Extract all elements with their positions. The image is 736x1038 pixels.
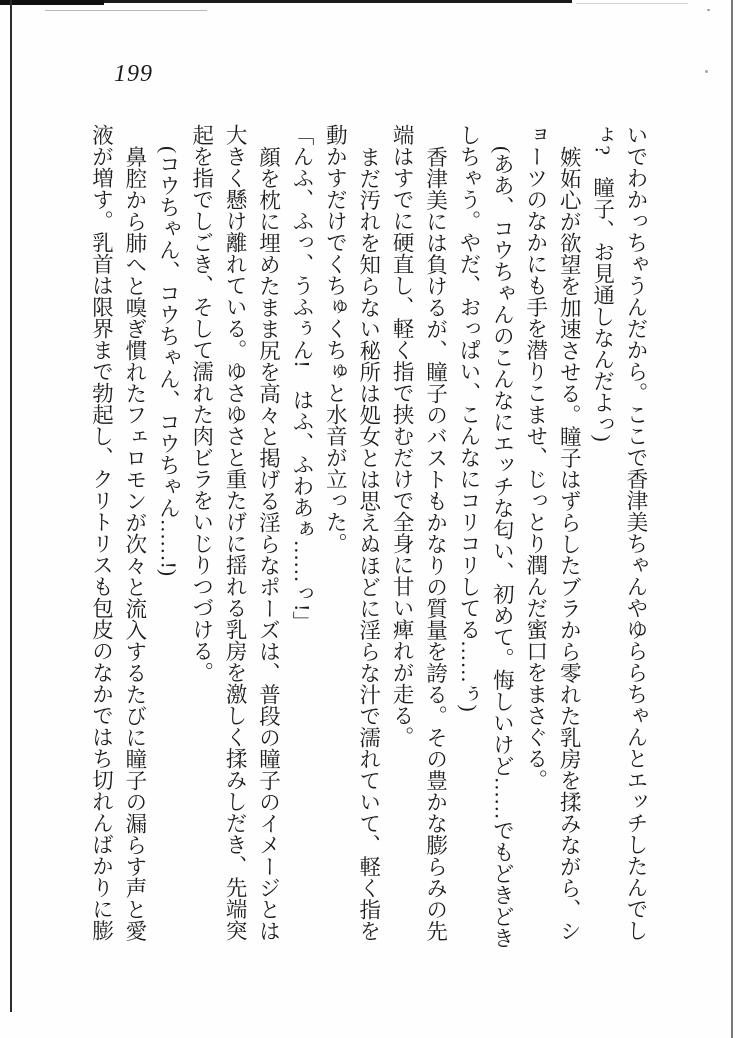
scan-artifact-left-edge-line [10, 0, 12, 1012]
scan-artifact-speck [707, 9, 710, 11]
page-number: 199 [114, 61, 153, 87]
text-column: まだ汚れを知らない秘所は処女とは思えぬほどに淫らな汁で濡れていて、軽く指を [356, 145, 381, 941]
scan-artifact-faint-line [45, 10, 207, 11]
text-column: 動かすだけでくちゅくちゅと水音が立った。 [323, 124, 348, 554]
text-column: (コウちゃん、コウちゃん、コウちゃん……!) [156, 145, 181, 576]
scan-artifact-speck [705, 70, 708, 73]
text-column: 顔を枕に埋めたまま尻を高々と掲げる淫らなポーズは、普段の瞳子のイメージとは [256, 145, 281, 941]
text-column: 液が増す。乳首は限界まで勃起し、クリトリスも包皮のなかではち切れんばかりに膨 [89, 124, 114, 941]
text-column: 香津美には負けるが、瞳子のバストもかなりの質量を誇る。その豊かな膨らみの先 [423, 145, 448, 941]
text-column: ョーツのなかにも手を潜りこませ、じっとり潤んだ蜜口をまさぐる。 [523, 124, 548, 791]
text-column: (ああ、コウちゃんのこんなにエッチな匂い、初めて。悔しいけど……でもどきどき [490, 145, 515, 949]
scan-artifact-right-edge-line [731, 0, 733, 1038]
text-column: 端はすでに硬直し、軽く指で挟むだけで全身に甘い痺れが走る。 [390, 124, 415, 748]
text-column: 大きく懸け離れている。ゆさゆさと重たげに揺れる乳房を激しく揉みしだき、先端突 [223, 124, 248, 941]
vertical-text-block [84, 124, 652, 974]
text-column: 「んふ、ふっ、うふぅん! はふ、ふわあぁ……っ!」 [289, 124, 314, 633]
text-column: いでわかっちゃうんだから。ここで香津美ちゃんやゆららちゃんとエッチしたんでし [624, 124, 648, 941]
text-column: ょ? 瞳子、お見通しなんだよっ) [590, 124, 615, 442]
text-column: 鼻腔から肺へと嗅ぎ慣れたフェロモンが次々と流入するたびに瞳子の漏らす声と愛 [122, 145, 147, 941]
text-column: 起を指でしごき、そして濡れた肉ビラをいじりつづける。 [189, 124, 214, 683]
scan-artifact-top-edge-thick-segment [0, 0, 104, 5]
text-column: しちゃう。やだ、おっぱい、こんなにコリコリしてる……ぅ) [456, 124, 481, 712]
scan-artifact-faint-line [576, 3, 688, 4]
text-column: 嫉妬心が欲望を加速させる。瞳子はずらしたブラから零れた乳房を揉みながら、シ [557, 145, 582, 941]
